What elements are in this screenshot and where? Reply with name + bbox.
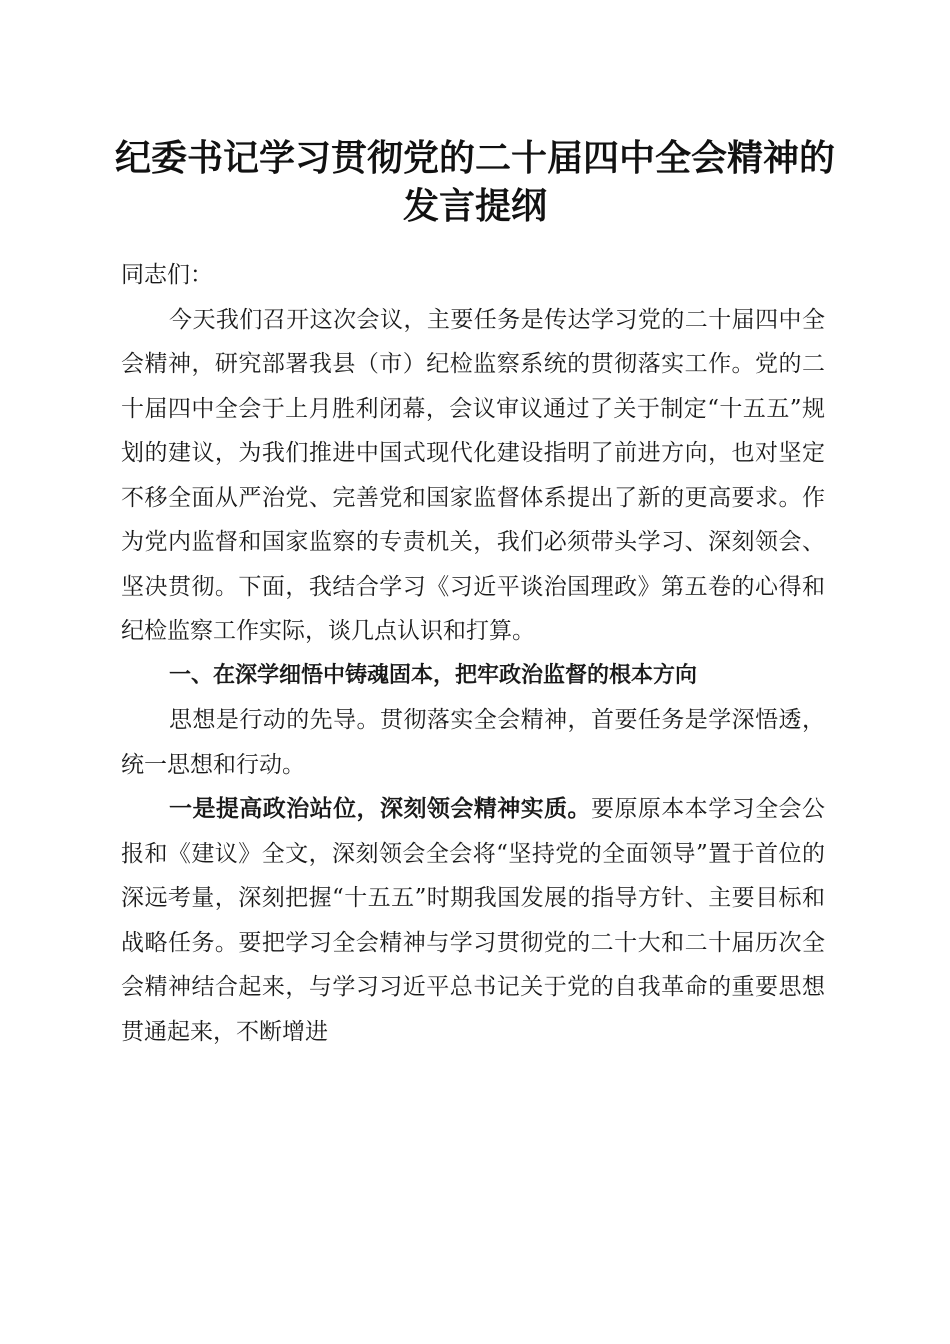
intro-paragraph: 今天我们召开这次会议，主要任务是传达学习党的二十届四中全会精神，研究部署我县（市）纪检监察系统的贯彻落实工作。党的二十届四中全会于上月胜利闭幕，会议审议通过了关于制定“十五五”规划的建议，为我们推进中国式现代化建设指明了前进方向，也对坚定不移全面从严治党、完善党和国家监督体系提出了新的更高要求。作为党内监督和国家监察的专责机关，我们必须带头学习、深刻领会、坚决贯彻。下面，我结合学习《习近平谈治国理政》第五卷的心得和纪检监察工作实际，谈几点认识和打算。 — [121, 306, 825, 644]
document-title — [0, 134, 950, 230]
section-heading-1: 一、在深学细悟中铸魂固本，把牢政治监督的根本方向 — [169, 662, 698, 688]
title-line-1: 纪委书记学习贯彻党的二十届四中全会精神的 — [114, 137, 835, 179]
point-1-lead: 一是提高政治站位，深刻领会精神实质。 — [169, 796, 591, 822]
salutation: 同志们： — [121, 262, 213, 288]
point-1-paragraph — [121, 787, 825, 1054]
section-1-intro-paragraph: 思想是行动的先导。贯彻落实全会精神，首要任务是学深悟透，统一思想和行动。 — [121, 707, 825, 778]
point-1-body: 要原原本本学习全会公报和《建议》全文，深刻领会全会将“坚持党的全面领导”置于首位的深远考量，深刻把握“十五五”时期我国发展的指导方针、主要目标和战略任务。要把学习全会精神与学习贯彻党的二十大和二十届历次全会精神结合起来，与学习习近平总书记关于党的自我革命的重要思想贯通起来，不断增进 — [121, 796, 826, 1045]
document-body — [121, 253, 825, 1054]
title-line-2: 发言提纲 — [402, 185, 547, 227]
